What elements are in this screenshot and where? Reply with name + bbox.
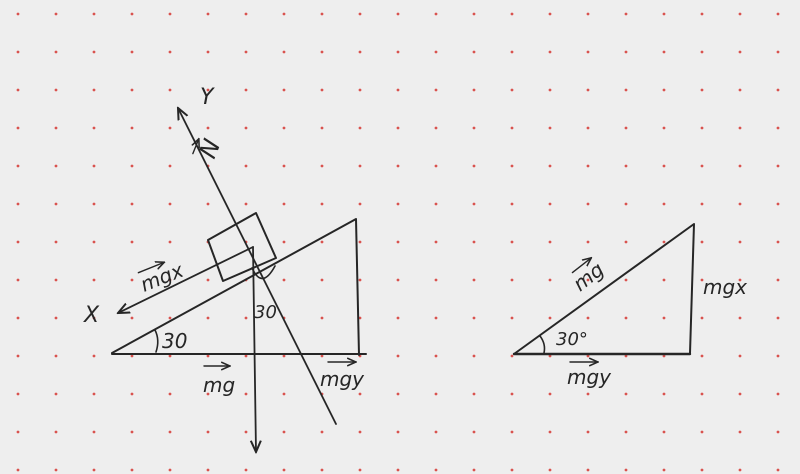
triangle-mgx-label: mgx <box>703 275 748 299</box>
grid-dot <box>435 241 438 244</box>
grid-dot <box>359 393 362 396</box>
grid-dot <box>55 89 58 92</box>
grid-dot <box>739 13 742 16</box>
grid-dot <box>17 127 20 130</box>
grid-dot <box>435 13 438 16</box>
grid-dot <box>511 89 514 92</box>
grid-dot <box>587 127 590 130</box>
grid-dot <box>473 13 476 16</box>
grid-dot <box>397 127 400 130</box>
mgx-label: mgx <box>136 257 187 297</box>
grid-dot <box>625 165 628 168</box>
grid-dot <box>131 203 134 206</box>
grid-dot <box>131 317 134 320</box>
grid-dot <box>549 393 552 396</box>
grid-dot <box>93 13 96 16</box>
grid-dot <box>93 355 96 358</box>
grid-dot <box>169 165 172 168</box>
grid-dot <box>17 203 20 206</box>
grid-dot <box>625 241 628 244</box>
grid-dot <box>473 355 476 358</box>
force-triangle <box>514 224 747 389</box>
grid-dot <box>17 279 20 282</box>
grid-dot <box>245 317 248 320</box>
grid-dot <box>587 13 590 16</box>
dot-grid-background <box>17 13 780 472</box>
grid-dot <box>359 89 362 92</box>
grid-dot <box>93 89 96 92</box>
grid-dot <box>321 51 324 54</box>
grid-dot <box>435 279 438 282</box>
grid-dot <box>663 469 666 472</box>
grid-dot <box>169 317 172 320</box>
triangle-mgy-label: mgy <box>567 365 612 389</box>
grid-dot <box>93 393 96 396</box>
grid-dot <box>55 127 58 130</box>
grid-dot <box>587 165 590 168</box>
grid-dot <box>663 431 666 434</box>
grid-dot <box>397 317 400 320</box>
block-angle-label: 30 <box>254 302 277 323</box>
grid-dot <box>473 241 476 244</box>
grid-dot <box>777 203 780 206</box>
grid-dot <box>435 127 438 130</box>
grid-dot <box>435 469 438 472</box>
grid-dot <box>739 89 742 92</box>
grid-dot <box>321 89 324 92</box>
grid-dot <box>587 393 590 396</box>
grid-dot <box>549 13 552 16</box>
grid-dot <box>283 279 286 282</box>
grid-dot <box>397 89 400 92</box>
grid-dot <box>17 431 20 434</box>
grid-dot <box>17 469 20 472</box>
weight-arrow <box>253 247 256 452</box>
grid-dot <box>473 127 476 130</box>
grid-dot <box>397 51 400 54</box>
grid-dot <box>321 13 324 16</box>
grid-dot <box>739 317 742 320</box>
mgy-label: mgy <box>320 367 365 391</box>
grid-dot <box>587 317 590 320</box>
grid-dot <box>321 127 324 130</box>
grid-dot <box>549 279 552 282</box>
grid-dot <box>131 127 134 130</box>
grid-dot <box>549 89 552 92</box>
grid-dot <box>283 393 286 396</box>
grid-dot <box>587 469 590 472</box>
grid-dot <box>739 203 742 206</box>
axis-y-label: Y <box>200 85 214 110</box>
normal-force-label-group <box>193 135 226 164</box>
grid-dot <box>397 241 400 244</box>
grid-dot <box>245 13 248 16</box>
grid-dot <box>55 51 58 54</box>
grid-dot <box>701 431 704 434</box>
grid-dot <box>473 469 476 472</box>
grid-dot <box>549 203 552 206</box>
grid-dot <box>701 51 704 54</box>
grid-dot <box>397 279 400 282</box>
grid-dot <box>55 355 58 358</box>
grid-dot <box>283 241 286 244</box>
grid-dot <box>777 469 780 472</box>
grid-dot <box>321 355 324 358</box>
grid-dot <box>321 317 324 320</box>
grid-dot <box>397 431 400 434</box>
grid-dot <box>131 13 134 16</box>
incline-angle-label: 30 <box>162 329 188 353</box>
grid-dot <box>397 355 400 358</box>
grid-dot <box>701 393 704 396</box>
grid-dot <box>435 355 438 358</box>
grid-dot <box>739 127 742 130</box>
grid-dot <box>663 127 666 130</box>
triangle-mg-label: mg <box>568 257 609 296</box>
grid-dot <box>511 13 514 16</box>
axis-x-label: X <box>84 303 100 328</box>
grid-dot <box>131 51 134 54</box>
grid-dot <box>283 165 286 168</box>
grid-dot <box>207 51 210 54</box>
grid-dot <box>131 355 134 358</box>
grid-dot <box>207 13 210 16</box>
grid-dot <box>549 317 552 320</box>
grid-dot <box>283 127 286 130</box>
grid-dot <box>777 431 780 434</box>
grid-dot <box>245 127 248 130</box>
grid-dot <box>93 51 96 54</box>
grid-dot <box>245 431 248 434</box>
grid-dot <box>207 317 210 320</box>
grid-dot <box>169 51 172 54</box>
grid-dot <box>131 431 134 434</box>
block <box>208 213 276 281</box>
grid-dot <box>283 355 286 358</box>
grid-dot <box>663 317 666 320</box>
grid-dot <box>701 241 704 244</box>
grid-dot <box>511 127 514 130</box>
grid-dot <box>245 89 248 92</box>
grid-dot <box>511 431 514 434</box>
grid-dot <box>473 279 476 282</box>
grid-dot <box>359 469 362 472</box>
grid-dot <box>283 469 286 472</box>
grid-dot <box>663 13 666 16</box>
grid-dot <box>587 89 590 92</box>
grid-dot <box>701 165 704 168</box>
grid-dot <box>17 241 20 244</box>
grid-dot <box>359 165 362 168</box>
grid-dot <box>435 203 438 206</box>
grid-dot <box>435 89 438 92</box>
grid-dot <box>245 51 248 54</box>
grid-dot <box>511 355 514 358</box>
grid-dot <box>169 13 172 16</box>
grid-dot <box>511 279 514 282</box>
grid-dot <box>283 203 286 206</box>
grid-dot <box>283 431 286 434</box>
grid-dot <box>701 203 704 206</box>
grid-dot <box>397 13 400 16</box>
grid-dot <box>435 317 438 320</box>
grid-dot <box>587 241 590 244</box>
triangle-sides <box>514 224 694 354</box>
grid-dot <box>777 241 780 244</box>
grid-dot <box>55 165 58 168</box>
grid-dot <box>511 469 514 472</box>
grid-dot <box>587 203 590 206</box>
grid-dot <box>777 127 780 130</box>
grid-dot <box>739 165 742 168</box>
grid-dot <box>473 89 476 92</box>
grid-dot <box>359 127 362 130</box>
grid-dot <box>321 469 324 472</box>
grid-dot <box>359 279 362 282</box>
grid-dot <box>169 203 172 206</box>
grid-dot <box>701 355 704 358</box>
grid-dot <box>359 431 362 434</box>
grid-dot <box>625 393 628 396</box>
grid-dot <box>55 431 58 434</box>
grid-dot <box>321 241 324 244</box>
grid-dot <box>131 89 134 92</box>
grid-dot <box>511 241 514 244</box>
grid-dot <box>777 279 780 282</box>
grid-dot <box>245 203 248 206</box>
grid-dot <box>93 469 96 472</box>
grid-dot <box>245 165 248 168</box>
grid-dot <box>245 355 248 358</box>
grid-dot <box>473 431 476 434</box>
grid-dot <box>701 317 704 320</box>
grid-dot <box>359 203 362 206</box>
grid-dot <box>17 317 20 320</box>
grid-dot <box>435 51 438 54</box>
grid-dot <box>359 13 362 16</box>
grid-dot <box>663 203 666 206</box>
grid-dot <box>55 203 58 206</box>
grid-dot <box>739 469 742 472</box>
grid-dot <box>777 13 780 16</box>
grid-dot <box>397 203 400 206</box>
grid-dot <box>17 165 20 168</box>
grid-dot <box>625 317 628 320</box>
grid-dot <box>777 51 780 54</box>
grid-dot <box>93 127 96 130</box>
grid-dot <box>55 13 58 16</box>
grid-dot <box>625 127 628 130</box>
grid-dot <box>207 127 210 130</box>
grid-dot <box>93 431 96 434</box>
grid-dot <box>435 165 438 168</box>
grid-dot <box>93 241 96 244</box>
grid-dot <box>207 279 210 282</box>
grid-dot <box>207 203 210 206</box>
grid-dot <box>625 279 628 282</box>
grid-dot <box>169 127 172 130</box>
grid-dot <box>511 51 514 54</box>
grid-dot <box>283 51 286 54</box>
grid-dot <box>93 203 96 206</box>
mg-label: mg <box>203 373 236 397</box>
grid-dot <box>701 469 704 472</box>
grid-dot <box>473 203 476 206</box>
grid-dot <box>663 393 666 396</box>
grid-dot <box>17 89 20 92</box>
triangle-angle-arc <box>540 336 545 353</box>
grid-dot <box>131 279 134 282</box>
grid-dot <box>397 165 400 168</box>
grid-dot <box>55 241 58 244</box>
grid-dot <box>169 431 172 434</box>
grid-dot <box>131 241 134 244</box>
grid-dot <box>321 165 324 168</box>
grid-dot <box>777 165 780 168</box>
grid-dot <box>169 241 172 244</box>
grid-dot <box>511 317 514 320</box>
grid-dot <box>587 51 590 54</box>
grid-dot <box>207 431 210 434</box>
grid-dot <box>17 13 20 16</box>
grid-dot <box>245 469 248 472</box>
grid-dot <box>739 355 742 358</box>
grid-dot <box>17 355 20 358</box>
grid-dot <box>283 13 286 16</box>
grid-dot <box>169 469 172 472</box>
grid-dot <box>625 13 628 16</box>
grid-dot <box>587 431 590 434</box>
grid-dot <box>549 51 552 54</box>
grid-dot <box>17 51 20 54</box>
grid-dot <box>93 165 96 168</box>
grid-dot <box>549 165 552 168</box>
grid-dot <box>511 165 514 168</box>
grid-dot <box>663 165 666 168</box>
grid-dot <box>663 89 666 92</box>
grid-dot <box>701 89 704 92</box>
grid-dot <box>549 241 552 244</box>
grid-dot <box>739 51 742 54</box>
triangle-angle-label: 30° <box>556 329 588 350</box>
grid-dot <box>777 89 780 92</box>
grid-dot <box>625 203 628 206</box>
grid-dot <box>283 89 286 92</box>
grid-dot <box>739 241 742 244</box>
grid-dot <box>701 127 704 130</box>
grid-dot <box>777 355 780 358</box>
grid-dot <box>397 469 400 472</box>
grid-dot <box>435 431 438 434</box>
grid-dot <box>397 393 400 396</box>
grid-dot <box>625 469 628 472</box>
grid-dot <box>511 203 514 206</box>
grid-dot <box>245 393 248 396</box>
grid-dot <box>131 469 134 472</box>
grid-dot <box>663 51 666 54</box>
grid-dot <box>663 279 666 282</box>
grid-dot <box>169 89 172 92</box>
grid-dot <box>55 317 58 320</box>
grid-dot <box>17 393 20 396</box>
grid-dot <box>321 279 324 282</box>
grid-dot <box>739 431 742 434</box>
grid-dot <box>663 241 666 244</box>
grid-dot <box>473 317 476 320</box>
grid-dot <box>777 393 780 396</box>
grid-dot <box>55 393 58 396</box>
grid-dot <box>169 393 172 396</box>
grid-dot <box>131 165 134 168</box>
grid-dot <box>473 393 476 396</box>
grid-dot <box>93 279 96 282</box>
grid-dot <box>625 89 628 92</box>
grid-dot <box>321 203 324 206</box>
angle-arc-incline <box>155 330 158 352</box>
grid-dot <box>739 393 742 396</box>
grid-dot <box>321 431 324 434</box>
grid-dot <box>701 13 704 16</box>
grid-dot <box>625 431 628 434</box>
grid-dot <box>549 469 552 472</box>
grid-dot <box>55 469 58 472</box>
grid-dot <box>777 317 780 320</box>
grid-dot <box>207 355 210 358</box>
grid-dot <box>359 51 362 54</box>
grid-dot <box>435 393 438 396</box>
normal-force-label: N <box>193 135 227 163</box>
grid-dot <box>549 431 552 434</box>
grid-dot <box>169 355 172 358</box>
incline-diagram <box>83 85 366 452</box>
grid-dot <box>473 51 476 54</box>
grid-dot <box>55 279 58 282</box>
grid-dot <box>473 165 476 168</box>
grid-dot <box>625 51 628 54</box>
grid-dot <box>359 241 362 244</box>
grid-dot <box>131 393 134 396</box>
grid-dot <box>511 393 514 396</box>
grid-dot <box>207 469 210 472</box>
grid-dot <box>549 127 552 130</box>
